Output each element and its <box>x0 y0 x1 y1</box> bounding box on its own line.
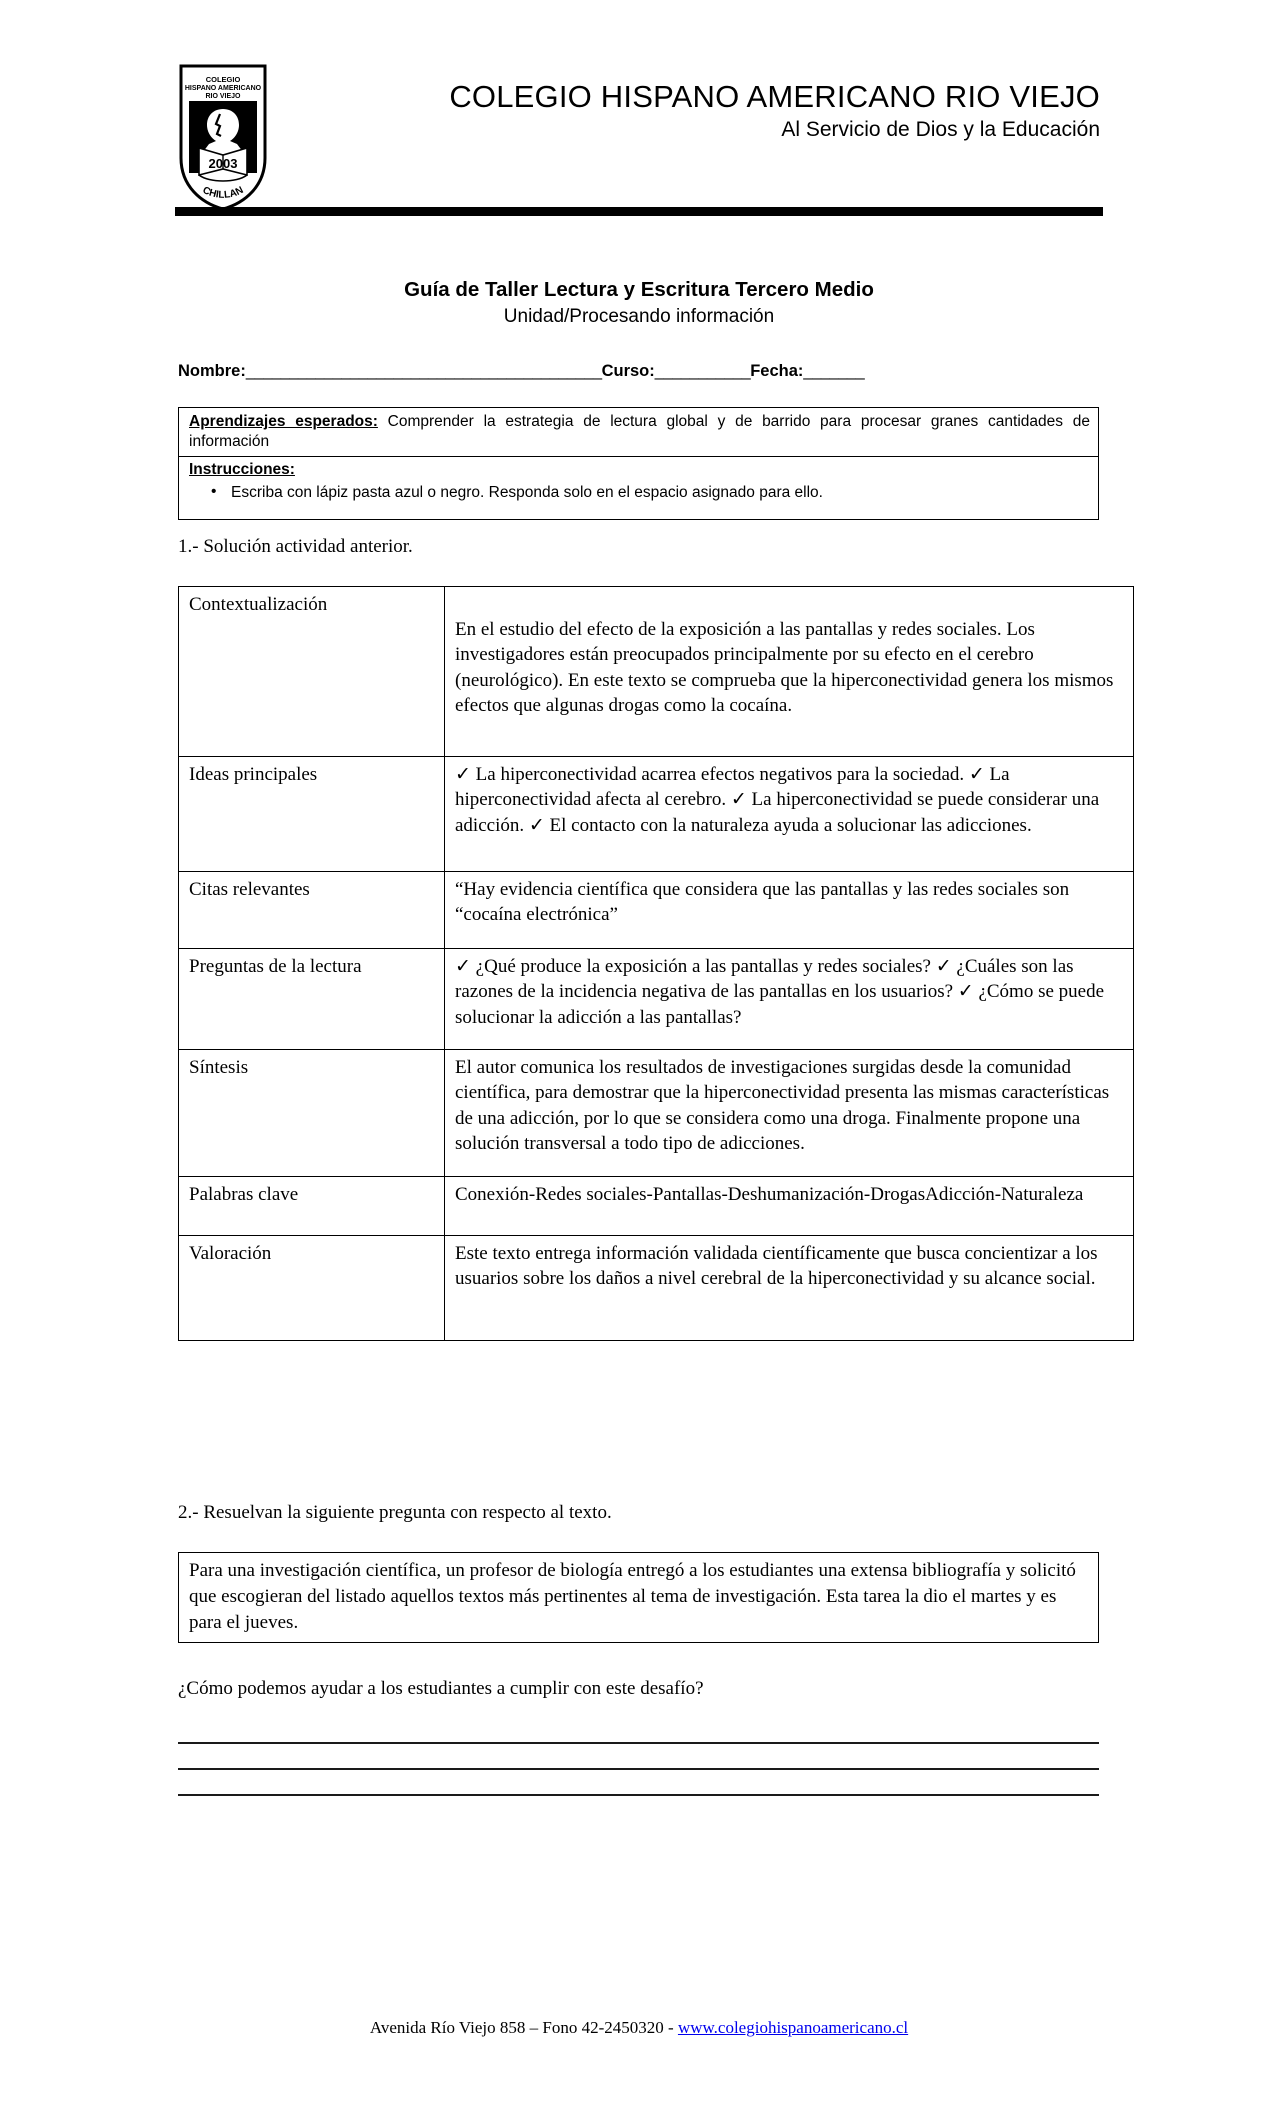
footer-website-link[interactable]: www.colegiohispanoamericano.cl <box>677 2018 909 2037</box>
name-label: Nombre: <box>178 362 246 380</box>
learning-objectives-row <box>179 408 1098 457</box>
table-cell-key: Preguntas de la lectura <box>179 949 445 1050</box>
instructions-row <box>179 457 1098 519</box>
table-row <box>179 949 1134 1050</box>
reading-analysis-table <box>178 586 1134 1341</box>
svg-text:HISPANO AMERICANO: HISPANO AMERICANO <box>184 85 262 92</box>
student-identity-row <box>178 362 1108 381</box>
date-input-blank[interactable]: _______ <box>803 362 865 380</box>
table-cell-key: Palabras clave <box>179 1177 445 1236</box>
table-cell-value[interactable]: En el estudio del efecto de la exposición a las pantallas y redes sociales. Los investigadores están preocupados principalmente por su efecto en el cerebro (neurológico). En este texto se comprueba que la hiperconectividad genera los mismos efectos que algunas drogas como la cocaína. <box>445 587 1134 757</box>
table-cell-value[interactable]: ✓ ¿Qué produce la exposición a las pantallas y redes sociales? ✓ ¿Cuáles son las razones de la incidencia negativa de las pantallas en los usuarios? ✓ ¿Cómo se puede solucionar la adicción a las pantallas? <box>445 949 1134 1050</box>
instructions-bullet-item <box>189 483 1090 503</box>
school-crest-logo <box>175 62 271 212</box>
table-cell-key: Valoración <box>179 1236 445 1341</box>
instructions-label: Instrucciones: <box>189 460 295 478</box>
answer-lines-area[interactable] <box>178 1742 1099 1820</box>
objectives-instructions-box <box>178 407 1099 520</box>
table-cell-value[interactable]: El autor comunica los resultados de investigaciones surgidas desde la comunidad científica, para demostrar que la hiperconectividad presenta las mismas características de una adicción, por lo que se considera como una droga. Finalmente propone una solución transversal a todo tipo de adicciones. <box>445 1050 1134 1177</box>
course-input-blank[interactable]: ___________ <box>654 362 751 380</box>
footer-address: Avenida Río Viejo 858 – Fono 42-2450320 - <box>369 2018 678 2037</box>
table-cell-key: Citas relevantes <box>179 872 445 949</box>
school-motto: Al Servicio de Dios y la Educación <box>781 118 1100 142</box>
svg-text:RIO VIEJO: RIO VIEJO <box>205 93 241 100</box>
section-1-heading: 1.- Solución actividad anterior. <box>178 536 413 557</box>
table-row <box>179 757 1134 872</box>
learning-objectives-text: Comprender la estrategia de lectura global y de barrido para procesar granes cantidades de información <box>189 413 1090 450</box>
table-row <box>179 1050 1134 1177</box>
page-footer <box>175 2018 1103 2038</box>
table-row <box>179 1236 1134 1341</box>
course-label: Curso: <box>601 362 655 380</box>
answer-line[interactable] <box>178 1794 1099 1796</box>
svg-text:COLEGIO: COLEGIO <box>205 75 241 84</box>
answer-line[interactable] <box>178 1768 1099 1770</box>
table-cell-value[interactable]: Este texto entrega información validada científicamente que busca concientizar a los usuarios sobre los daños a nivel cerebral de la hiperconectividad y su alcance social. <box>445 1236 1134 1341</box>
table-row <box>179 587 1134 757</box>
svg-text:CHILLAN: CHILLAN <box>200 184 246 201</box>
answer-line[interactable] <box>178 1742 1099 1744</box>
page-subtitle: Unidad/Procesando información <box>503 306 775 327</box>
section-2-heading: 2.- Resuelvan la siguiente pregunta con respecto al texto. <box>178 1502 612 1523</box>
scenario-text-box: Para una investigación científica, un profesor de biología entregó a los estudiantes una extensa bibliografía y solicitó que escogieran del listado aquellos textos más pertinentes al tema de investigación. Esta tarea la dio el martes y es para el jueves. <box>178 1552 1099 1643</box>
table-cell-value[interactable]: Conexión-Redes sociales-Pantallas-Deshumanización-DrogasAdicción-Naturaleza <box>445 1177 1134 1236</box>
table-row <box>179 1177 1134 1236</box>
learning-objectives-label: Aprendizajes esperados: <box>189 413 378 430</box>
school-name: COLEGIO HISPANO AMERICANO RIO VIEJO <box>449 79 1100 114</box>
instructions-text: Escriba con lápiz pasta azul o negro. Responda solo en el espacio asignado para ello. <box>231 483 823 501</box>
crest-shield-icon <box>175 62 271 212</box>
page-header <box>175 60 1100 220</box>
school-identity-block <box>315 80 1100 142</box>
table-cell-value[interactable]: ✓ La hiperconectividad acarrea efectos negativos para la sociedad. ✓ La hiperconectividad afecta al cerebro. ✓ La hiperconectividad se puede considerar una adicción. ✓ El contacto con la naturaleza ayuda a solucionar las adicciones. <box>445 757 1134 872</box>
table-cell-value[interactable]: “Hay evidencia científica que considera que las pantallas y las redes sociales son “cocaína electrónica” <box>445 872 1134 949</box>
page-title: Guía de Taller Lectura y Escritura Tercero Medio <box>404 278 874 301</box>
svg-text:2003: 2003 <box>208 156 238 171</box>
table-cell-key: Contextualización <box>179 587 445 757</box>
date-label: Fecha: <box>750 362 804 380</box>
header-divider-bar <box>175 207 1103 216</box>
bullet-point-icon: • <box>211 482 217 500</box>
table-cell-key: Síntesis <box>179 1050 445 1177</box>
name-input-blank[interactable]: _________________________________________ <box>245 362 602 380</box>
table-row <box>179 872 1134 949</box>
table-cell-key: Ideas principales <box>179 757 445 872</box>
open-question-prompt: ¿Cómo podemos ayudar a los estudiantes a cumplir con este desafío? <box>178 1678 704 1699</box>
